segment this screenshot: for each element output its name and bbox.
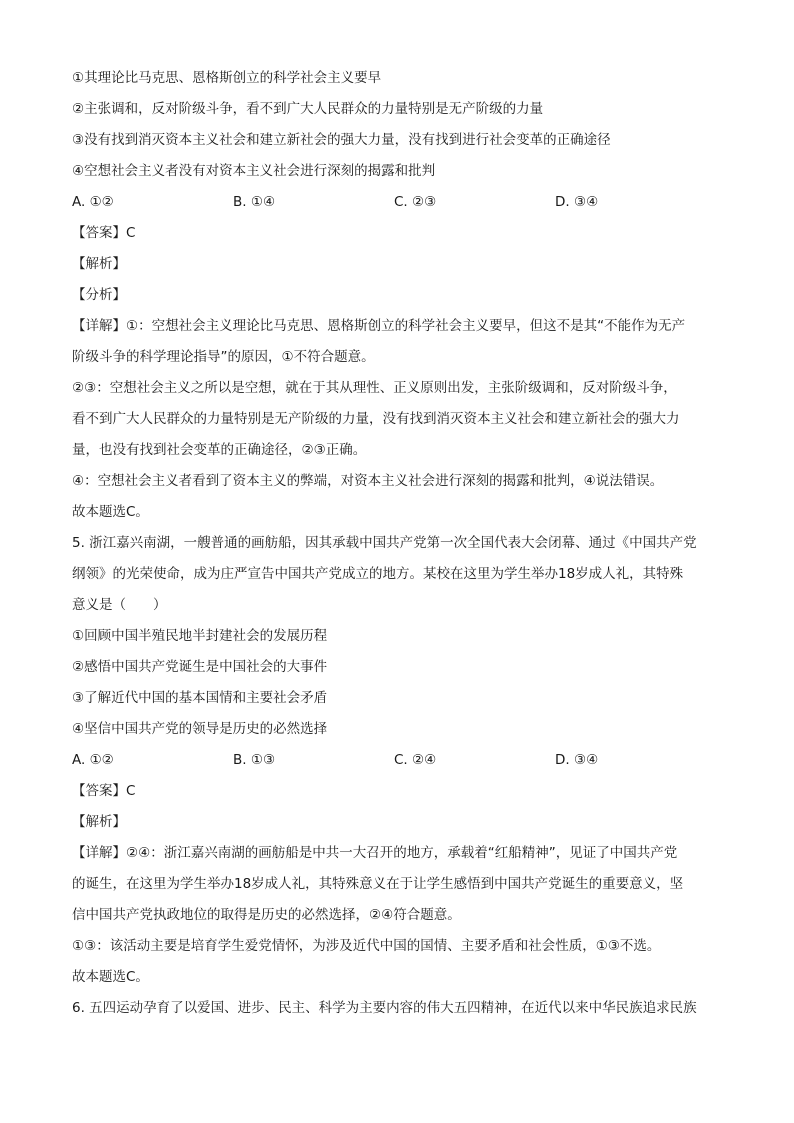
q4-choices [72,187,732,218]
q5-analysis-heading: 【解析】 [72,814,126,830]
q4-option-1: ①其理论比马克思、恩格斯创立的科学社会主义要早 [72,70,382,86]
q5-answer: 【答案】C [72,783,136,799]
q4-choice-a: A. ①② [72,194,114,210]
q5-detail-line: 的诞生，在这里为学生举办18岁成人礼，其特殊意义在于让学生感悟到中国共产党诞生的重要意义，坚 [72,876,684,892]
q5-stem-line: 5. 浙江嘉兴南湖，一艘普通的画舫船，因其承载中国共产党第一次全国代表大会闭幕、通过《中国共产党 [72,535,697,551]
q4-detail-line: ④：空想社会主义者看到了资本主义的弊端，对资本主义社会进行深刻的揭露和批判，④说法错误。 [72,473,664,489]
q4-conclusion: 故本题选C。 [72,504,149,520]
q5-option-3: ③了解近代中国的基本国情和主要社会矛盾 [72,690,328,706]
q4-option-3: ③没有找到消灭资本主义社会和建立新社会的强大力量，没有找到进行社会变革的正确途径 [72,132,611,148]
q4-detail-line: 量，也没有找到社会变革的正确途径，②③正确。 [72,442,367,458]
q5-choice-d: D. ③④ [555,752,599,768]
q4-choice-c: C. ②③ [394,194,437,210]
q5-stem-line: 纲领》的光荣使命，成为庄严宣告中国共产党成立的地方。某校在这里为学生举办18岁成人礼，其特殊 [72,566,684,582]
q5-choice-a: A. ①② [72,752,114,768]
q5-stem-line: 意义是（ ） [72,597,167,613]
q4-option-4: ④空想社会主义者没有对资本主义社会进行深刻的揭露和批判 [72,163,436,179]
q5-detail-line: 信中国共产党执政地位的取得是历史的必然选择，②④符合题意。 [72,907,461,923]
q4-detail-line: 【详解】①：空想社会主义理论比马克思、恩格斯创立的科学社会主义要早，但这不是其“不能作为无产 [72,318,686,334]
q5-conclusion: 故本题选C。 [72,969,149,985]
q4-fenxi-heading: 【分析】 [72,287,126,303]
q4-detail-line: ②③：空想社会主义之所以是空想，就在于其从理性、正义原则出发，主张阶级调和，反对阶级斗争， [72,380,677,396]
q5-choice-b: B. ①③ [233,752,276,768]
q5-choice-c: C. ②④ [394,752,437,768]
q6-stem-line: 6. 五四运动孕育了以爱国、进步、民主、科学为主要内容的伟大五四精神，在近代以来中华民族追求民族 [72,1000,697,1016]
q4-detail-line: 阶级斗争的科学理论指导”的原因，①不符合题意。 [72,349,375,365]
q5-option-1: ①回顾中国半殖民地半封建社会的发展历程 [72,628,328,644]
q5-detail-line: 【详解】②④：浙江嘉兴南湖的画舫船是中共一大召开的地方，承载着“红船精神”，见证了中国共产党 [72,845,678,861]
q5-option-4: ④坚信中国共产党的领导是历史的必然选择 [72,721,328,737]
q4-choice-b: B. ①④ [233,194,276,210]
q5-choices [72,745,732,776]
q5-option-2: ②感悟中国共产党诞生是中国社会的大事件 [72,659,328,675]
q5-detail-line: ①③：该活动主要是培育学生爱党情怀，为涉及近代中国的国情、主要矛盾和社会性质，①③不选。 [72,938,661,954]
q4-option-2: ②主张调和，反对阶级斗争，看不到广大人民群众的力量特别是无产阶级的力量 [72,101,544,117]
q4-detail-line: 看不到广大人民群众的力量特别是无产阶级的力量，没有找到消灭资本主义社会和建立新社会的强大力 [72,411,680,427]
document-page [72,63,732,1024]
q4-answer: 【答案】C [72,225,136,241]
q4-choice-d: D. ③④ [555,194,599,210]
q4-analysis-heading: 【解析】 [72,256,126,272]
